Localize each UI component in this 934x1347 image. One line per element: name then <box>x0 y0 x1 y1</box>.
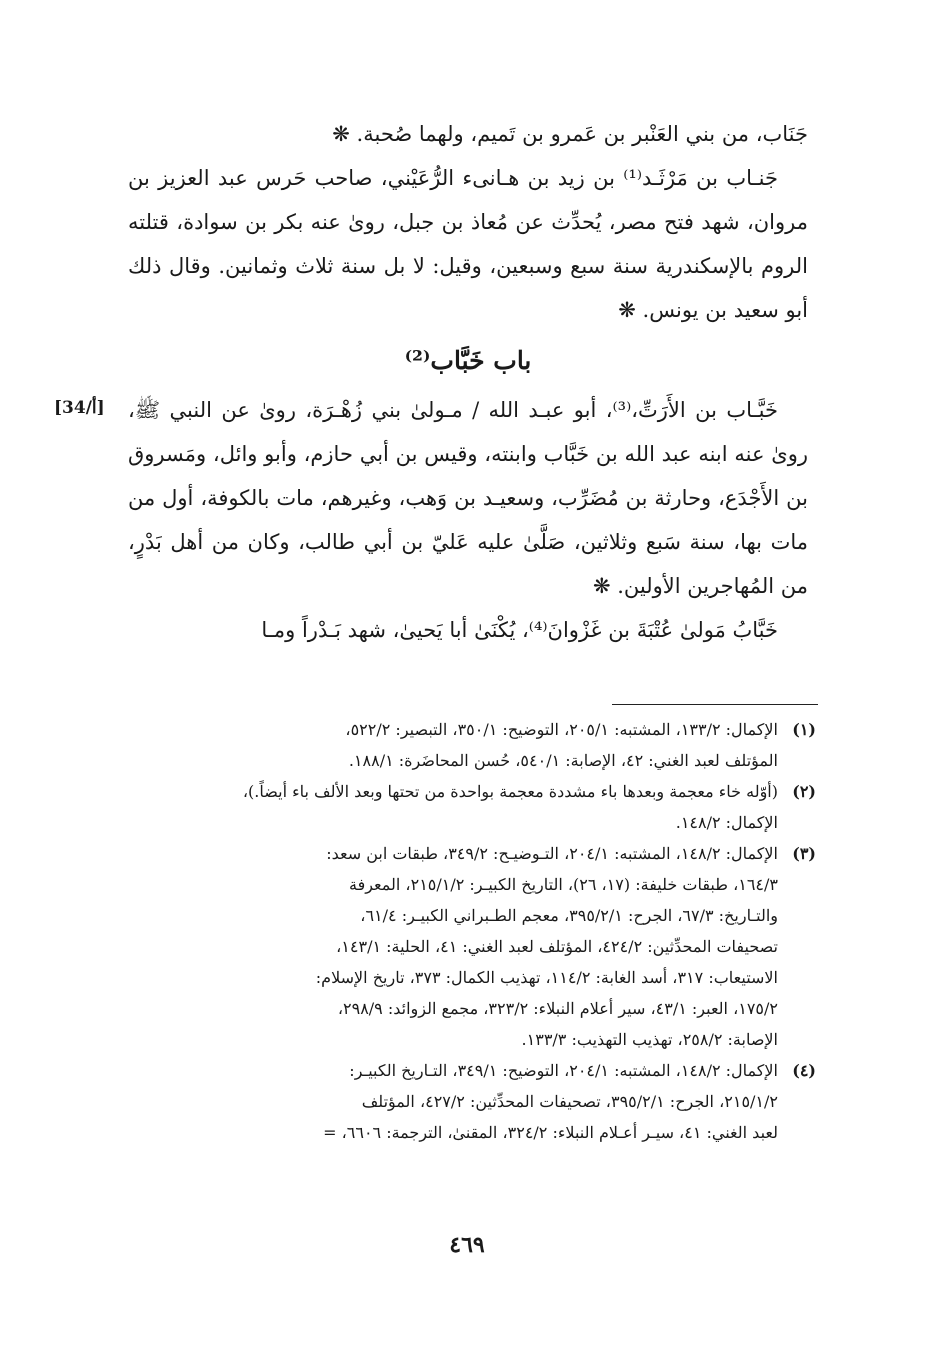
footnote-line: المؤتلف لعبد الغني: ٤٢، الإصابة: ٥٤٠/١، حُسن المحاضَرة: ١٨٨/١. <box>348 751 778 770</box>
footnote-line: الاستيعاب: ٣١٧، أسد الغابة: ١١٤/٢، تهذيب الكمال: ٣٧٣، تاريخ الإسلام: <box>315 968 778 987</box>
footnote-line: الإكمال: ١٣٣/٢، المشتبه: ٢٠٥/١، التوضيح: ٣٥٠/١، التبصير: ٥٢٢/٢، <box>345 720 778 739</box>
paragraph-khabbab-arat: خَبَّـاب بن الأَرَتِّ،⁽³⁾، أبو عبـد الله / مـولىٰ بني زُهْـرَة، روىٰ عن النبي ﷺ، روىٰ عنه ابنه عبد الله بن خَبَّاب وابنته، وقيس بن أبي حازم، وأبو وائل، ومَسروق بن الأَجْدَع، وحارثة بن مُضَرِّب، وسعيـد بن وَهب، وغيرهم، مات بالكوفة، أول من مات بها، سنة سَبع وثلاثين، صَلَّىٰ عليه عَليّ بن أبي طالب، وكان من أهل بَدْرٍ، من المُهاجرين الأولين. ❋ <box>128 398 808 598</box>
footnotes <box>126 714 816 1148</box>
paragraph-khabbab-utba: خَبَّابُ مَولىٰ عُتْبَةَ بن غَزْوانَ⁽⁴⁾، يُكْنَىٰ أبا يَحيىٰ، شهد بَـدْراً ومـا <box>261 618 778 642</box>
footnote-line: الإصابة: ٢٥٨/٢، تهذيب التهذيب: ١٣٣/٣. <box>521 1030 778 1049</box>
footnote-line: لعبد الغني: ٤١، سيـر أعـلام النبلاء: ٣٢٤/٢، المقنىٰ، الترجمة: ٦٦٠٦، = <box>323 1123 778 1142</box>
footnote-number: (٣) <box>792 844 816 863</box>
footnote-number: (١) <box>792 720 816 739</box>
footnote-line: الإكمال: ١٤٨/٢، المشتبه: ٢٠٤/١، التوضيح: ٣٤٩/١، التـاريخ الكبيـر: <box>349 1061 778 1080</box>
main-text <box>128 112 808 652</box>
manuscript-folio-reference: [34/أ] <box>54 398 105 418</box>
chapter-title: باب خَبَّاب⁽²⁾ <box>404 346 532 375</box>
footnote-3 <box>126 838 816 1055</box>
footnote-separator <box>612 704 818 705</box>
footnote-text <box>126 776 778 838</box>
page-number: ٤٦٩ <box>449 1232 485 1258</box>
footnote-line: ٢١٥/١/٢، الجرح: ٣٩٥/٢/١، تصحيفات المحدِّثين: ٤٢٧/٢، المؤتلف <box>361 1092 778 1111</box>
footnote-line: تصحيفات المحدِّثين: ٤٢٤/٢، المؤتلف لعبد الغني: ٤١، الحلية: ١٤٣/١، <box>336 937 778 956</box>
footnote-1 <box>126 714 816 776</box>
footnote-line: (أوّله خاء معجمة وبعدها باء مشددة معجمة بواحدة من تحتها وبعد الألف باء أيضاً.)، <box>242 782 778 801</box>
footnote-text <box>126 838 778 1055</box>
footnote-number: (٤) <box>792 1061 816 1080</box>
footnote-line: ١٧٥/٢، العبر: ٤٣/١، سير أعلام النبلاء: ٣٢٣/٢، مجمع الزوائد: ٢٩٨/٩، <box>337 999 778 1018</box>
footnote-text <box>126 1055 778 1148</box>
footnote-line: الإكمال: ١٤٨/٢، المشتبه: ٢٠٤/١، التـوضيـح: ٣٤٩/٢، طبقات ابن سعد: <box>326 844 778 863</box>
paragraph-janab-marthad: جَنـاب بن مَرْثَـد⁽¹⁾ بن زيد بن هـانىء الرُّعَيْني، صاحب حَرس عبد العزيز بن مروان، شهد فتح مصر، يُحدِّث عن مُعاذ بن جبل، روىٰ عنه بكر بن سوادة، قتلته الروم بالإسكندرية سنة سبع وسبعين، وقيل: لا بل سنة ثلاث وثمانين. وقال ذلك أبو سعيد بن يونس. ❋ <box>128 166 808 322</box>
paragraph-janab-tamimi: جَنَاب، من بني العَنْبر بن عَمرو بن تَميم، ولهما صُحبة. ❋ <box>332 122 808 146</box>
footnote-2 <box>126 776 816 838</box>
footnote-text <box>126 714 778 776</box>
footnote-line: والتـاريخ: ٦٧/٣، الجرح: ٣٩٥/٢/١، معجم الطـبراني الكبيـر: ٦١/٤، <box>360 906 778 925</box>
footnote-4 <box>126 1055 816 1148</box>
footnote-number: (٢) <box>792 782 816 801</box>
footnote-line: الإكمال: ١٤٨/٢. <box>675 813 778 832</box>
footnote-line: ١٦٤/٣، طبقات خليفة: (١٧، ٢٦)، التاريخ الكبيـر: ٢١٥/١/٢، المعرفة <box>349 875 778 894</box>
